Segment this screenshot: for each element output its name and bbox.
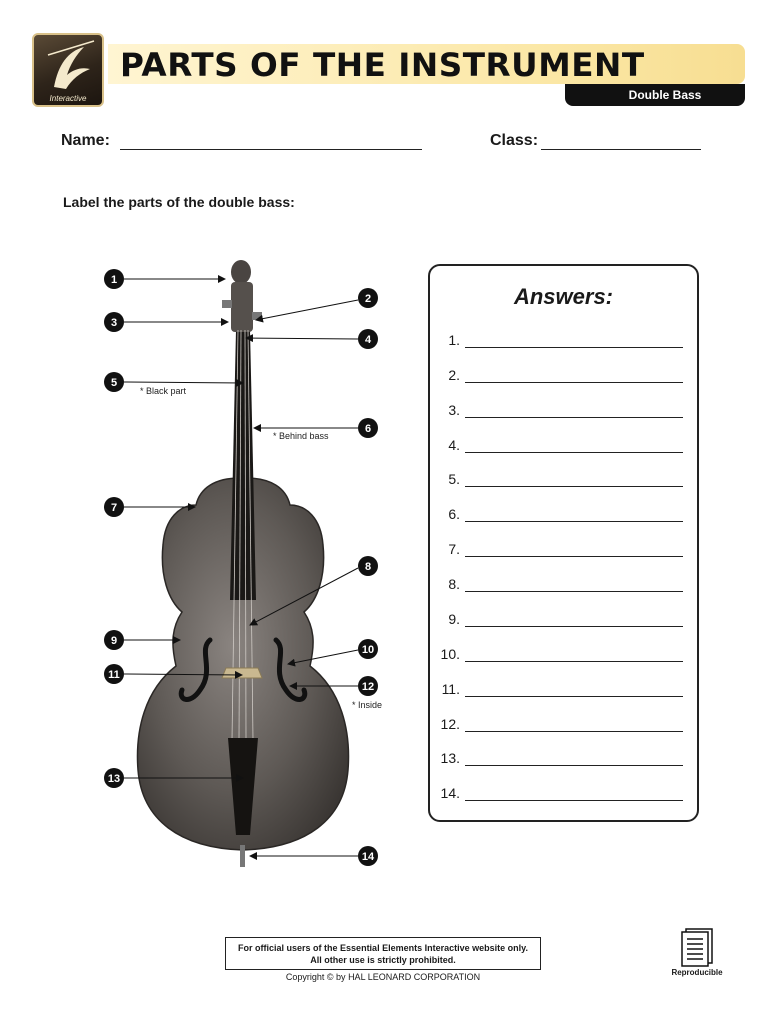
callout-7: [104, 497, 124, 517]
callout-13: [104, 768, 124, 788]
callout-10: [358, 639, 378, 659]
answer-number: 14.: [440, 785, 460, 801]
callout-6: [358, 418, 378, 438]
callout-1: [104, 269, 124, 289]
answer-row-4: [438, 437, 688, 457]
callout-9: [104, 630, 124, 650]
callout-1-label: 1: [110, 274, 118, 286]
answer-row-13: [438, 750, 688, 770]
answer-row-6: [438, 506, 688, 526]
note-black-part: * Black part: [140, 386, 187, 396]
answer-field-13[interactable]: [465, 765, 683, 766]
answer-field-12[interactable]: [465, 731, 683, 732]
answer-field-2[interactable]: [465, 382, 683, 383]
answer-number: 2.: [448, 367, 460, 383]
callout-4: [358, 329, 378, 349]
answer-field-14[interactable]: [465, 800, 683, 801]
class-label: Class:: [490, 132, 539, 149]
note-inside: * Inside: [352, 700, 383, 710]
answer-number: 13.: [440, 750, 460, 766]
callout-10-label: 10: [361, 644, 375, 656]
note-behind-bass: * Behind bass: [273, 431, 329, 441]
callout-3-label: 3: [110, 317, 118, 329]
callout-11-label: 11: [108, 669, 120, 681]
answer-field-8[interactable]: [465, 591, 683, 592]
answer-number: 4.: [448, 437, 460, 453]
callout-12-label: 12: [361, 681, 375, 693]
answer-number: 5.: [448, 471, 460, 487]
fingerboard: [230, 330, 256, 600]
callout-5-label: 5: [110, 377, 118, 389]
answer-row-5: [438, 471, 688, 491]
bridge: [222, 668, 262, 678]
answer-number: 7.: [448, 541, 460, 557]
instruction-text: Label the parts of the double bass:: [63, 194, 295, 210]
reproducible-document-icon: [678, 928, 716, 968]
endpin: [240, 845, 245, 867]
answer-number: 1.: [448, 332, 460, 348]
answer-row-14: [438, 785, 688, 805]
callout-13-label: 13: [107, 773, 121, 785]
answer-field-9[interactable]: [465, 626, 683, 627]
tuning-gear-left: [222, 300, 232, 308]
answer-field-1[interactable]: [465, 347, 683, 348]
answer-row-3: [438, 402, 688, 422]
callout-4-label: 4: [364, 334, 372, 346]
page-title: PARTS OF THE INSTRUMENT: [120, 46, 645, 84]
callout-6-label: 6: [364, 423, 372, 435]
answer-field-10[interactable]: [465, 661, 683, 662]
answer-row-11: [438, 681, 688, 701]
callout-8-label: 8: [364, 561, 372, 573]
answer-number: 11.: [441, 681, 460, 697]
copyright-text: Copyright © by HAL LEONARD CORPORATION: [285, 972, 481, 982]
callout-5: [104, 372, 124, 392]
answer-number: 6.: [448, 506, 460, 522]
logo-caption: Interactive: [49, 94, 87, 103]
answer-number: 8.: [448, 576, 460, 592]
answer-field-11[interactable]: [465, 696, 683, 697]
answer-row-9: [438, 611, 688, 631]
double-bass-diagram: [0, 240, 420, 880]
callout-9-label: 9: [110, 635, 118, 647]
page-subtitle: Double Bass: [628, 88, 702, 102]
name-label: Name:: [61, 132, 110, 149]
answer-row-10: [438, 646, 688, 666]
answer-row-2: [438, 367, 688, 387]
callout-2-label: 2: [364, 293, 372, 305]
callout-14: [358, 846, 378, 866]
usage-notice-line1: For official users of the Essential Elements Interactive website only.: [238, 943, 528, 953]
answer-field-5[interactable]: [465, 486, 683, 487]
answer-row-8: [438, 576, 688, 596]
callout-8: [358, 556, 378, 576]
answer-number: 3.: [448, 402, 460, 418]
callout-11: [104, 664, 124, 684]
answer-field-3[interactable]: [465, 417, 683, 418]
name-field[interactable]: [120, 149, 422, 150]
class-field[interactable]: [541, 149, 701, 150]
callout-14-label: 14: [361, 851, 375, 863]
answer-row-12: [438, 716, 688, 736]
answer-row-1: [438, 332, 688, 352]
pegbox: [231, 282, 253, 332]
answer-field-4[interactable]: [465, 452, 683, 453]
usage-notice-line2: All other use is strictly prohibited.: [310, 955, 456, 965]
answer-field-7[interactable]: [465, 556, 683, 557]
scroll: [231, 260, 251, 284]
answer-row-7: [438, 541, 688, 561]
answer-field-6[interactable]: [465, 521, 683, 522]
answer-number: 9.: [448, 611, 460, 627]
usage-notice: [225, 937, 541, 970]
callout-2: [358, 288, 378, 308]
callout-7-label: 7: [110, 502, 118, 514]
logo: [32, 33, 104, 107]
answer-number: 12.: [440, 716, 460, 732]
answers-title: Answers:: [513, 284, 614, 309]
callout-12: [358, 676, 378, 696]
answer-number: 10.: [440, 646, 460, 662]
callout-3: [104, 312, 124, 332]
reproducible-label: Reproducible: [671, 968, 723, 977]
